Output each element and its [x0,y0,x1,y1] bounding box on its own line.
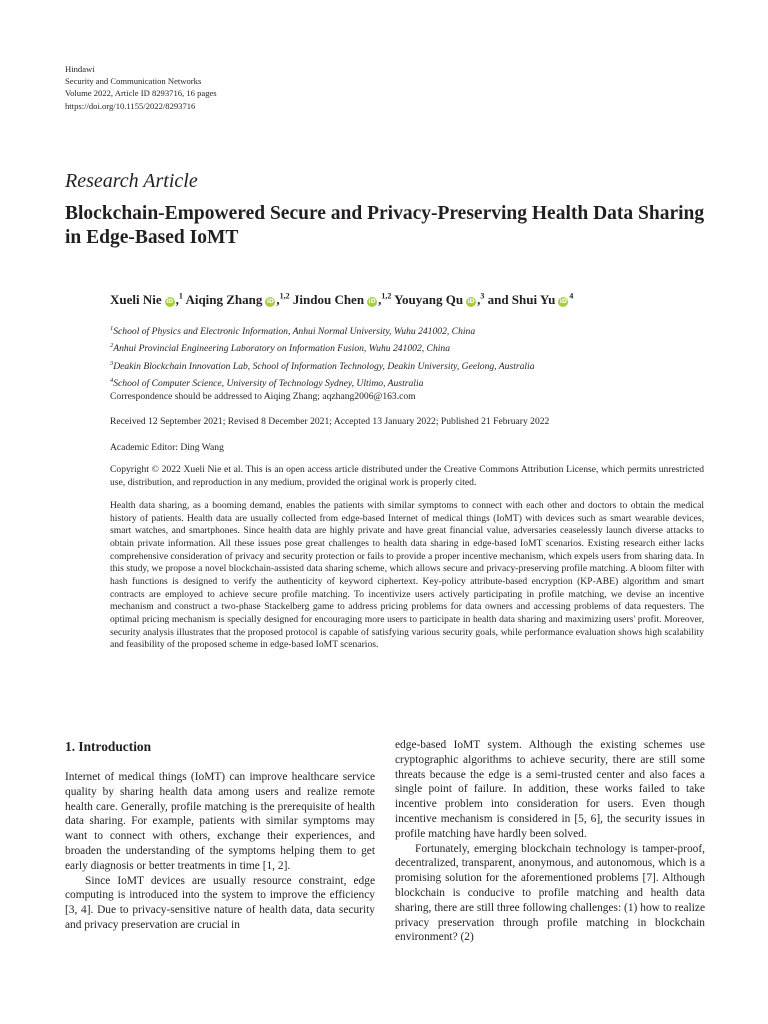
paragraph: Internet of medical things (IoMT) can improve healthcare service quality by sharing health data among users and realize remote health care. Generally, profile matching is the prerequisite of health data sharing. For example, patients with similar symptoms may want to connect with others, exchange their experiences, and broaden the understanding of the symptoms helping them to get early diagnosis or better treatments in time [1, 2]. [65,771,375,872]
abstract: Health data sharing, as a booming demand, enables the patients with similar symptoms to connect with each other and doctors to obtain the medical history of patients. Health data are usually collected from edge-based Internet of medical things (IoMT) with devices such as smart wearable devices, smart watches, and smartphones. Since health data are highly private and have great financial value, adversaries ceaselessly launch diverse attacks to obtain private information. All these issues pose great challenges to health data sharing in edge-based IoMT scenarios. Existing research either lacks comprehensive consideration of privacy and security protection or fails to provide a proper incentive mechanism, which expels users from sharing data. In this study, we propose a novel blockchain-assisted data sharing scheme, which allows secure and privacy-preserving profile matching. A bloom filter with hash functions is designed to verify the authenticity of keyword ciphertext. Key-policy attribute-based encryption (KP-ABE) algorithm and smart contracts are employed to achieve secure profile matching. To incentivize users actively participating in profile matching, we devise an incentive mechanism and construct a two-phase Stackelberg game to address pricing problems for data owners and accessing problems of data requesters. The optimal pricing mechanism is specially designed for encouraging more users to participate in health data sharing and maximizing users' profit. Moreover, security analysis illustrates that the proposed protocol is capable of satisfying various security goals, while performance evaluation shows high scalability and feasibility of the proposed scheme in edge-based IoMT scenarios. [110,500,704,651]
orcid-icon[interactable]: iD [559,298,567,306]
affiliation-text: Deakin Blockchain Innovation Lab, School of Information Technology, Deakin University, Geelong, Australia [113,360,535,372]
correspondence-note: Correspondence should be addressed to Aiqing Zhang; aqzhang2006@163.com [110,391,416,402]
affiliation-text: Anhui Provincial Engineering Laboratory on Information Fusion, Wuhu 241002, China [113,343,450,355]
article-type: Research Article [65,170,198,192]
author-name: Youyang Qu [394,292,464,308]
affiliation-text: School of Computer Science, University of Technology Sydney, Ultimo, Australia [113,378,424,390]
copyright-notice: Copyright © 2022 Xueli Nie et al. This is an open access article distributed under the Creative Commons Attribution License, which permits unrestricted use, distribution, and reproduction in any medium, provided the original work is properly cited. [110,464,704,488]
author-3 [293,292,391,307]
paragraph: Fortunately, emerging blockchain technology is tamper-proof, decentralized, transparent, anonymous, and autonomous, which is a promising solution for the aforementioned problems [7]. Although blockchain is conducive to profile matching and health data sharing, there are still three following challenges: (1) how to realize privacy preservation through profile matching in blockchain environment? (2) [395,842,705,944]
author-name: Jindou Chen [292,292,365,308]
doi-link[interactable]: https://doi.org/10.1155/2022/8293716 [65,100,196,111]
affiliation-2 [110,339,535,356]
author-name: and Shui Yu [487,292,556,308]
journal-header [65,63,217,112]
orcid-icon[interactable]: iD [166,298,174,306]
paper-title: Blockchain-Empowered Secure and Privacy-Preserving Health Data Sharing in Edge-Based IoMT [65,203,705,248]
affiliation-text: School of Physics and Electronic Information, Anhui Normal University, Wuhu 241002, China [113,326,476,338]
author-separator: , [276,292,280,308]
affiliation-number: 2 [110,342,114,350]
author-affiliation-marker: 1,2 [381,292,392,301]
volume-info: Volume 2022, Article ID 8293716, 16 pages [65,88,217,99]
paragraph: edge-based IoMT system. Although the existing schemes use cryptographic algorithms to achieve security, there are still some threats because the edge is a semi-trusted center and also faces a single point of failure. In addition, these works failed to take incentive problem into consideration for users. Even though incentive mechanism is considered in [5, 6], the security issues in profile matching have hardly been solved. [395,739,705,840]
author-affiliation-marker: 1 [178,292,183,301]
affiliation-number: 1 [110,325,114,332]
author-separator: , [378,292,382,308]
author-2 [185,292,289,307]
author-separator: , [477,292,481,308]
orcid-icon[interactable]: iD [368,298,376,306]
author-affiliation-marker: 4 [569,292,574,301]
affiliation-3 [110,357,535,374]
publisher-name: Hindawi [65,64,95,74]
affiliation-1 [110,322,535,339]
author-1 [110,292,183,307]
author-name: Aiqing Zhang [185,292,263,308]
author-affiliation-marker: 3 [480,292,485,301]
author-affiliation-marker: 1,2 [279,292,290,301]
author-list [110,292,573,308]
author-4 [394,292,484,307]
author-5 [488,292,574,307]
publication-dates: Received 12 September 2021; Revised 8 December 2021; Accepted 13 January 2022; Published 21 February 2022 [110,416,550,427]
academic-editor: Academic Editor: Ding Wang [110,442,224,453]
affiliation-number: 3 [110,359,114,367]
author-separator: , [175,292,179,308]
orcid-icon[interactable]: iD [467,298,475,306]
affiliation-number: 4 [110,377,114,385]
orcid-icon[interactable]: iD [266,298,274,306]
journal-name: Security and Communication Networks [65,76,202,87]
affiliations [110,322,535,392]
section-heading: 1. Introduction [65,739,152,754]
body-column-right [395,738,705,945]
author-name: Xueli Nie [110,292,162,308]
affiliation-4 [110,374,535,391]
body-column-left [65,738,375,933]
paragraph: Since IoMT devices are usually resource constraint, edge computing is introduced into the system to improve the efficiency [3, 4]. Due to privacy-sensitive nature of health data, data security and privacy preservation are crucial in [65,874,375,931]
